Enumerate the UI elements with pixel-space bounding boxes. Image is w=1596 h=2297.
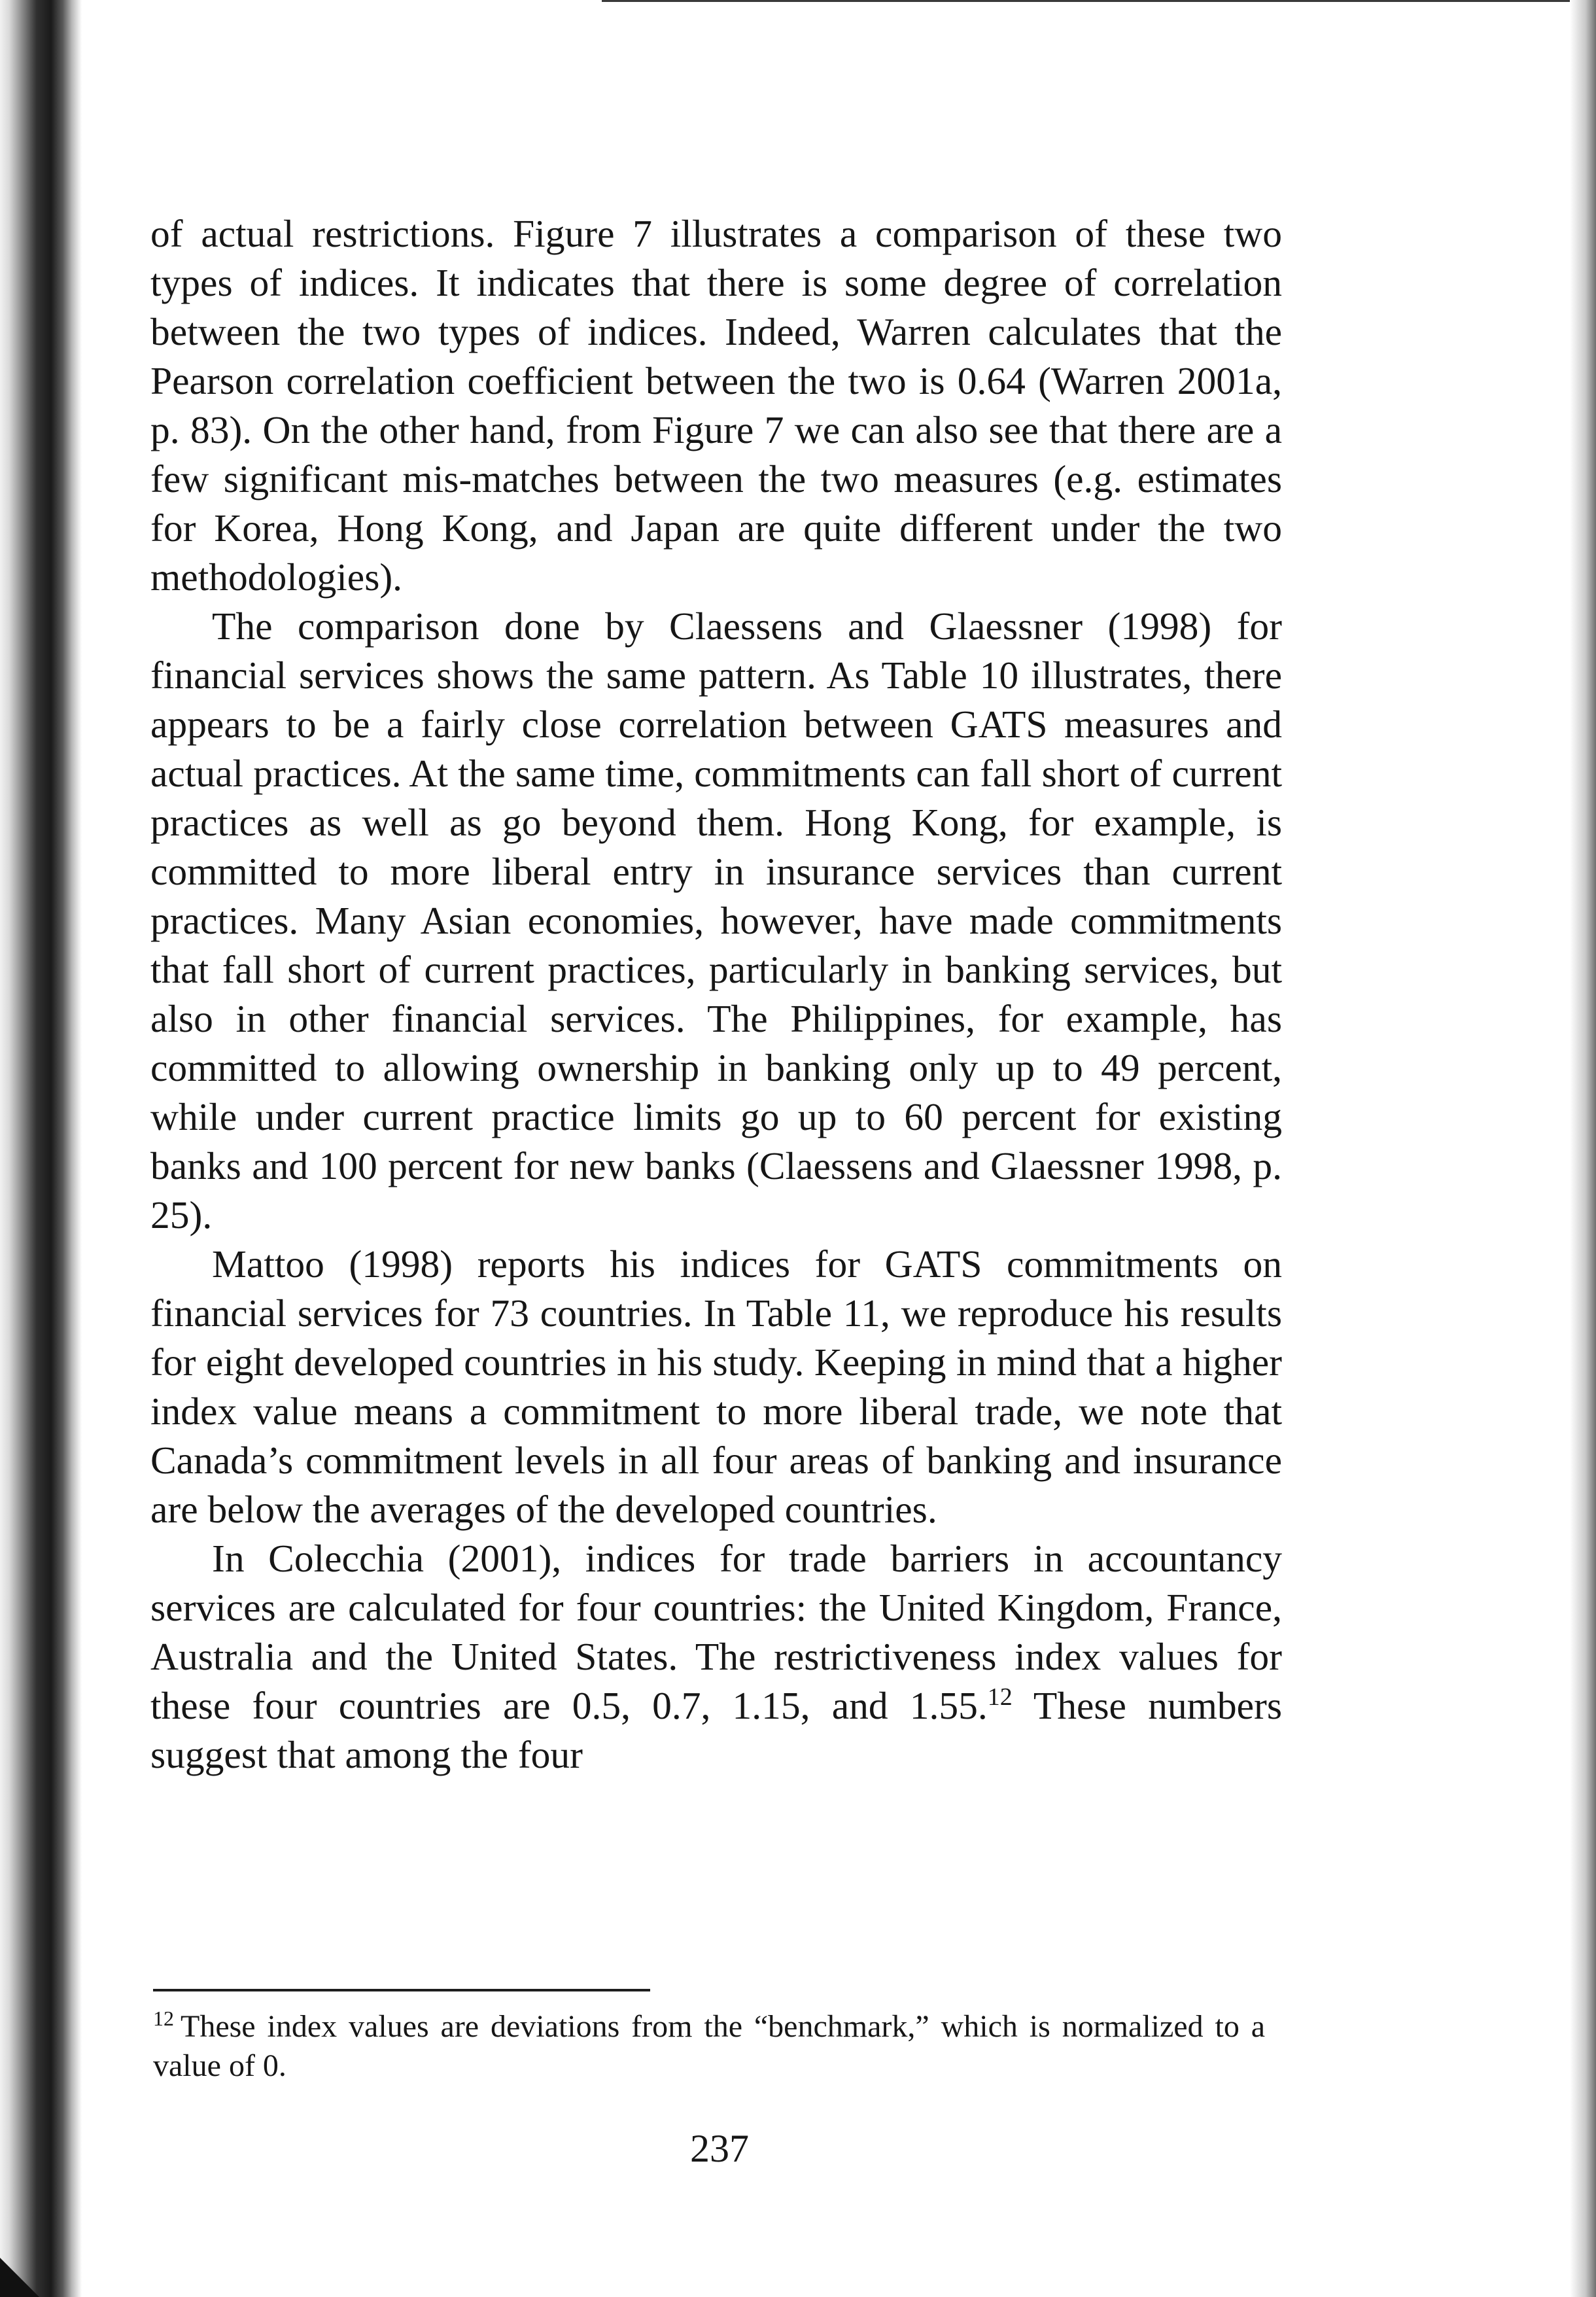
paragraph-continued: of actual restrictions. Figure 7 illustrates a comparison of these two types of indices. It indicates that there is some degree of correlation between the two types of indices. Indeed, Warren calculates that the Pearson correlation coefficient between the two is 0.64 (Warren 2001a, p. 83). On the other hand, from Figure 7 we can also see that there are a few significant mis-matches between the two measures (e.g. estimates for Korea, Hong Kong, and Japan are quite different under the two methodologies).	[150, 212, 1282, 599]
paragraph-mattoo: Mattoo (1998) reports his indices for GATS commitments on financial services for 73 countries. In Table 11, we reproduce his results for eight developed countries in his study. Keeping in mind that a higher index value means a commitment to more liberal trade, we note that Canada’s commitment levels in all four areas of banking and insurance are below the averages of the developed countries.	[150, 1242, 1282, 1531]
footnote-reference[interactable]: 12	[987, 1683, 1013, 1711]
footnote-divider	[153, 1989, 650, 1991]
footnote-number: 12	[153, 2007, 174, 2030]
binding-corner	[0, 2258, 39, 2297]
paragraph-text: In Colecchia (2001), indices for trade barriers in accountancy services are calculated for four countries: the United Kingdom, France, Australia and the United States. The restrictiveness index values for these four countries are 0.5, 0.7, 1.15, and 1.55.	[150, 1537, 1282, 1727]
paragraph-claessens-glaessner: The comparison done by Claessens and Glaessner (1998) for financial services shows the same pattern. As Table 10 illustrates, there appears to be a fairly close correlation between GATS measures and actual practices. At the same time, commitments can fall short of current practices as well as go beyond them. Hong Kong, for example, is committed to more liberal entry in insurance services than current practices. Many Asian economies, however, have made commitments that fall short of current practices, particularly in banking services, but also in other financial services. The Philippines, for example, has committed to allowing ownership in banking only up to 49 percent, while under current practice limits go up to 60 percent for existing banks and 100 percent for new banks (Claessens and Glaessner 1998, p. 25).	[150, 605, 1282, 1236]
footnote	[153, 2007, 1265, 2086]
paragraph-text-continued: These numbers suggest that among the four	[150, 1684, 1282, 1776]
page-number: 237	[690, 2127, 749, 2170]
book-binding-edge	[0, 0, 82, 2297]
footnote-text: These index values are deviations from the “benchmark,” which is normalized to a value of 0.	[153, 2009, 1265, 2083]
scan-top-edge	[602, 0, 1596, 2]
paragraph-colecchia	[150, 1534, 1282, 1780]
page-body	[150, 209, 1282, 1780]
scan-right-edge	[1570, 0, 1596, 2297]
